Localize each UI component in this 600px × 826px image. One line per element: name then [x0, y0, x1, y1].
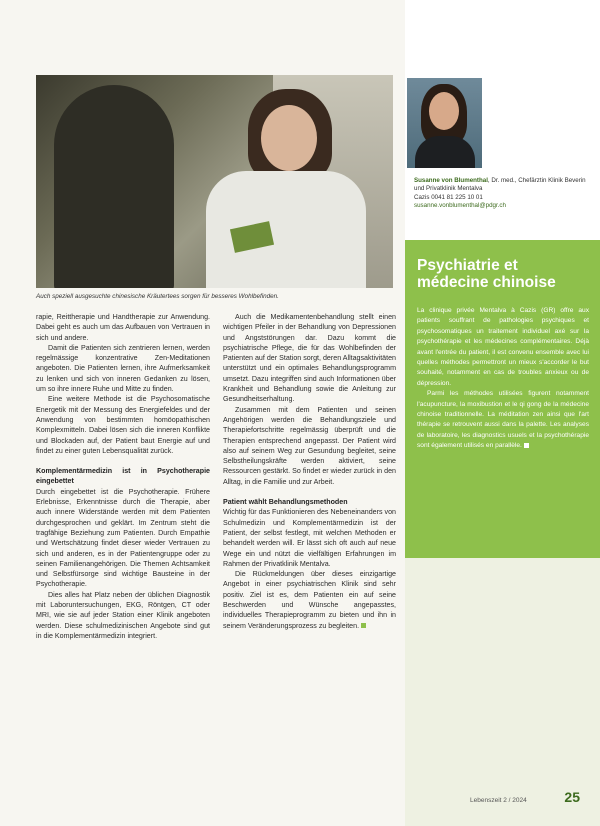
author-portrait: [407, 78, 482, 168]
page-footer: [470, 789, 580, 809]
section-heading: Patient wählt Behandlungsmethoden: [223, 498, 348, 507]
author-phone: Cazis 0041 81 225 10 01: [414, 193, 483, 201]
paragraph: rapie, Reittherapie und Handtherapie zur Anwendung. Dabei geht es auch um das Aufbauen von Vertrauen in sich und andere.: [36, 313, 210, 342]
end-mark-icon: [361, 623, 366, 628]
article-photo: [36, 75, 393, 288]
author-name: Susanne von Blumenthal: [414, 177, 488, 184]
info-box-title: Psychiatrie et médecine chinoise: [417, 257, 556, 291]
info-box: [405, 240, 600, 558]
paragraph: [417, 389, 589, 451]
paragraph-text: Parmi les méthodes utilisées figurent notamment l'acupuncture, la moxibustion et le qi gong de la médecine chinoise traditionnelle. La méditation zen ainsi que l'art thérapie se retrouvent aussi dans la palette. Les analyses de laboratoire, les diagnostics usuels et la psychothérapie sont également utilisés en parallèle.: [417, 390, 589, 450]
paragraph: Eine weitere Methode ist die Psychosomatische Energetik mit der Messung des Energiefeldes und der Anwendung von bestimmten homöopathischen Komplexmitteln. Dabei lösen sich die inneren Konflikte und Blockaden auf, der Patient baut Energie auf und findet zu einer guten Lebensqualität zurück.: [36, 395, 210, 455]
paragraph: La clinique privée Mentalva à Cazis (GR) offre aux patients souffrant de pathologies psychiques et psychosomatiques un traitement individuel axé sur la psychothérapie et les médecines complémentaires. Déjà avant l'entrée du patient, il est convenu ensemble avec lui quelles méthodes permettront un mieux s'accorder le but souhaité, notamment en cas de troubles anxieux ou de dépression.: [417, 307, 589, 387]
paragraph: Dies alles hat Platz neben der üblichen Diagnostik mit Laboruntersuchungen, EKG, Röntgen, CT oder MRI, wie sie auf jeder Station einer Klinik angeboten werden. Diese schulmedizinischen Angebote sind gut in die Komplementärmedizin integriert.: [36, 590, 210, 640]
info-box-text: [417, 306, 589, 452]
paragraph: Auch die Medikamentenbehandlung stellt einen wichtigen Pfeiler in der Behandlung von Depressionen und Angststörungen dar. Dazu kommt die psychiatrische Pflege, die für das Wohlbefinden der Patienten auf der Station sorgt, deren Alltagsaktivitäten unterstützt und ein optimales Behandlungsprogramm umsetzt. Dazu integriffen sind auch Informationen über Krankheit und Behandlung sowie die Anleitung zur Gesundheitserhaltung.: [223, 313, 396, 404]
magazine-issue: Lebenszeit 2 / 2024: [470, 797, 527, 804]
page-number: 25: [564, 789, 580, 805]
paragraph: [223, 569, 396, 631]
paragraph: Wichtig für das Funktionieren des Nebeneinanders von Schulmedizin und Komplementärmedizin ist der Patient, der selbst festlegt, mit welchen Methoden er behandelt werden will. Er lässt sich oft auch auf neue Wege ein und nützt die vielfältigen Erfahrungen im Rahmen der Privatklinik Mentalva.: [223, 508, 396, 568]
author-title: Dr. med., Chefärztin Klinik Beverin und Privatklinik Mentalva: [414, 177, 586, 193]
photo-caption: Auch speziell ausgesuchte chinesische Kräutertees sorgen für besseres Wohlbefinden.: [36, 293, 279, 300]
paragraph: Durch eingebettet ist die Psychotherapie. Frühere Erlebnisse, Erkenntnisse durch die Therapie, aber auch innere Widerstände werden mit dem Patienten durchgesprochen und geklärt. Im Zentrum steht die tragfähige Beziehung zum Patienten. Durch Empathie und Wertschätzung findet dieser wieder Vertrauen zu sich und anderen, es in der Patientengruppe oder zu seinen Familienangehörigen. Die Themen Achtsamkeit und Selbstfürsorge sind wichtige Bausteine in der Psychotherapie.: [36, 487, 210, 589]
section-heading: Komplementärmedizin ist in Psychotherapie eingebettet: [36, 467, 210, 486]
end-mark-icon: [524, 443, 529, 448]
paragraph: Zusammen mit dem Patienten und seinen Angehörigen werden die Behandlungsziele und Therapiefortschritte regelmässig überprüft und die Therapien entsprechend angepasst. Der Patient wird also auf seinem Weg zur Gesundung begleitet, seine Selbstheilungskräfte werden aktiviert, seine Ressourcen gestärkt. So findet er wieder zurück in den Alltag, in die Familie und zur Arbeit.: [223, 405, 396, 486]
paragraph-text: Die Rückmeldungen über dieses einzigartige Angebot in einer psychiatrischen Klinik sind sehr positiv. Ziel ist es, dem Patienten ein auf seine Beschwerden und Wünsche angepasstes, individuelles Therapieprogramm zu bieten und ihn in seinem Veränderungsprozess zu begleiten.: [223, 570, 396, 630]
author-email-link[interactable]: susanne.vonblumenthal@pdgr.ch: [414, 202, 506, 210]
article-column-2: [223, 312, 396, 631]
article-column-1: [36, 312, 210, 641]
author-contact: Susanne von Blumenthal, Dr. med., Chefärztin Klinik Beverin und Privatklinik Mentalva Cazis 0041 81 225 10 01 susanne.vonblumenthal@pdgr.ch: [414, 177, 586, 210]
paragraph: Damit die Patienten sich zentrieren lernen, werden regelmässige konzentrative Zen-Meditationen angeboten. Die Patienten lernen, ihre Aufmerksamkeit zu lenken und sich von inneren Gedanken zu lösen, um so ihre innere Ruhe und Mitte zu finden.: [36, 343, 210, 394]
